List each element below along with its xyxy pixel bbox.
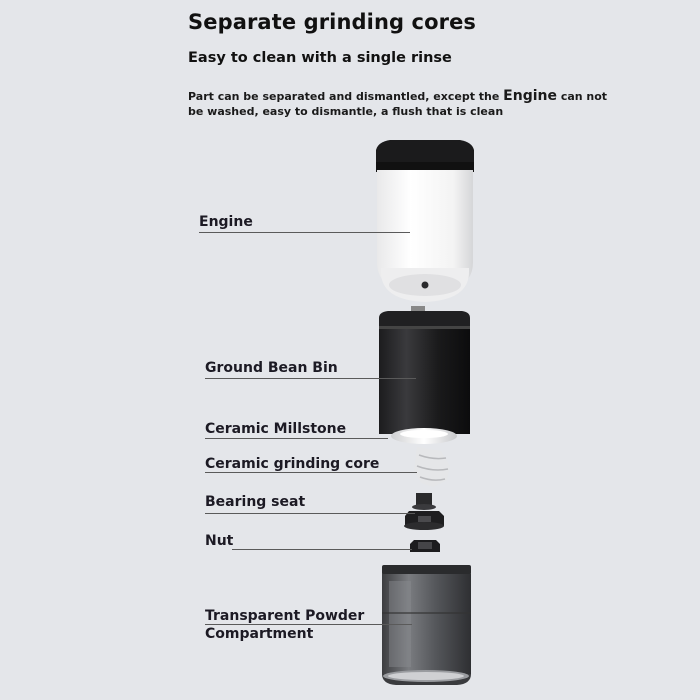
label-transparent-powder-compartment [205, 607, 364, 643]
page-title: Separate grinding cores [188, 10, 477, 34]
leader-line-engine [199, 232, 410, 233]
label-nut: Nut [205, 533, 234, 549]
leader-line-ceramic-grinding-core [205, 472, 417, 473]
label-powder-line1: Transparent Powder [205, 608, 365, 624]
leader-line-ceramic-millstone [205, 438, 388, 439]
ceramic-grinding-core-part [414, 447, 450, 487]
leader-line-bearing-seat [205, 513, 415, 514]
label-ground-bean-bin: Ground Bean Bin [205, 360, 338, 376]
label-ceramic-millstone: Ceramic Millstone [205, 421, 347, 437]
leader-line-powder-compartment [205, 624, 412, 625]
label-powder-line2: Compartment [205, 626, 314, 642]
page-subtitle: Easy to clean with a single rinse [188, 50, 452, 66]
transparent-powder-compartment-part [382, 565, 471, 685]
label-ceramic-grinding-core: Ceramic grinding core [205, 456, 380, 472]
bearing-seat-part [404, 493, 444, 530]
leader-line-ground-bean-bin [205, 378, 416, 379]
description-text-before: Part can be separated and dismantled, except the [188, 90, 504, 103]
ground-bean-bin-part [379, 306, 470, 444]
leader-line-nut [232, 549, 412, 550]
description-emphasis: Engine [503, 88, 557, 104]
engine-shaft-icon [422, 282, 429, 289]
label-engine: Engine [199, 214, 253, 230]
engine-part [376, 140, 474, 302]
nut-part [410, 540, 440, 552]
description-text-after: can not be washed, easy to dismantle, a flush that is clean [188, 90, 608, 118]
label-bearing-seat: Bearing seat [205, 494, 306, 510]
